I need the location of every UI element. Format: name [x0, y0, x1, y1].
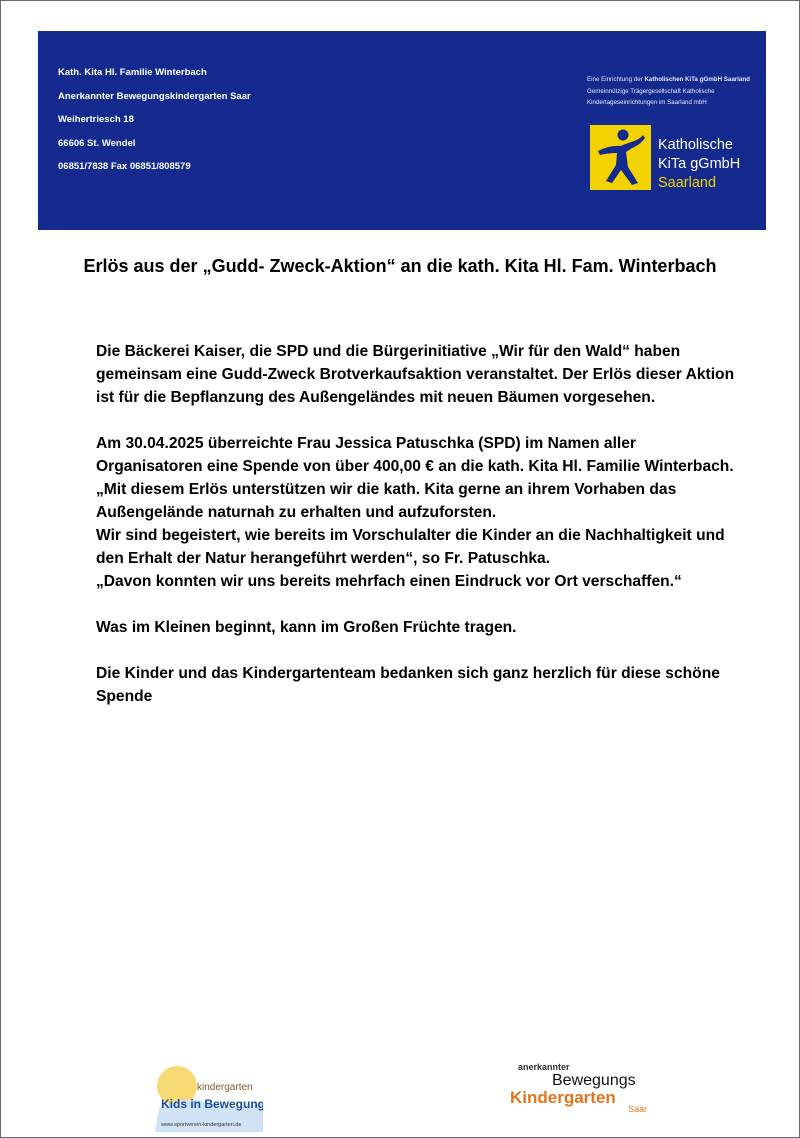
left-logo-line-2: Kids in Bewegung — [161, 1097, 263, 1111]
bewegungskindergarten-logo — [510, 1062, 660, 1112]
paragraph-intro: Die Bäckerei Kaiser, die SPD und die Bürgerinitiative „Wir für den Wald“ haben gemeinsam eine Gudd-Zweck Brotverkaufsaktion veranstaltet. Der Erlös dieser Aktion ist für die Bepflanzung des Außengeländes mit neuen Bäumen vorgesehen. — [96, 343, 735, 406]
brand-line-2: KiTa gGmbH — [658, 156, 741, 172]
org-line-2: Gemeinnützige Trägergesellschaft Katholische — [587, 87, 715, 95]
brand-line-3: Saarland — [658, 175, 717, 191]
brand-line-1: Katholische — [658, 137, 733, 153]
organization-info — [587, 74, 750, 109]
kids-in-bewegung-logo — [155, 1058, 263, 1132]
paragraph-donation: Am 30.04.2025 überreichte Frau Jessica Patuschka (SPD) im Namen aller Organisatoren eine Spende von über 400,00 € an die kath. Kita Hl. Familie Winterbach. „Mit diesem Erlös unterstützen wir die kath. Kita gerne an ihrem Vorhaben das Außengelände naturnah zu erhalten und aufzuforsten. Wir sind begeistert, wie bereits im Vorschulalter die Kinder an die Nachhaltigkeit und den Erhalt der Natur herangeführt werden“, so Fr. Patuschka. „Davon konnten wir uns bereits mehrfach einen Eindruck vor Ort verschaffen.“ — [96, 435, 734, 590]
dancing-figure-logo-icon — [590, 125, 651, 190]
right-logo-small: anerkannter — [518, 1062, 570, 1072]
address-line-name: Kath. Kita Hl. Familie Winterbach — [58, 67, 207, 78]
article-body — [96, 340, 736, 708]
right-logo-line-3: Saar — [628, 1104, 648, 1114]
address-block — [58, 67, 251, 185]
brand-name — [658, 136, 740, 193]
address-line-city: 66606 St. Wendel — [58, 137, 136, 149]
address-line-street: Weihertriesch 18 — [58, 114, 134, 125]
article-title: Erlös aus der „Gudd- Zweck-Aktion“ an die kath. Kita Hl. Fam. Winterbach — [83, 256, 717, 276]
left-logo-url: www.sportverein-kindergarten.de — [161, 1122, 242, 1128]
org-line-3: Kindertageseinrichtungen im Saarland mbH — [587, 99, 707, 106]
address-line-subtitle: Anerkannter Bewegungskindergarten Saar — [58, 90, 251, 102]
right-logo-line-1: Bewegungs — [552, 1072, 636, 1089]
paragraph-motto: Was im Kleinen beginnt, kann im Großen Früchte tragen. — [96, 619, 517, 636]
address-line-phone: 06851/7838 Fax 06851/808579 — [58, 161, 191, 172]
org-line-1-prefix: Eine Einrichtung der — [587, 76, 645, 83]
org-line-1 — [587, 74, 750, 86]
org-line-1-bold: Katholischen KiTa gGmbH Saarland — [644, 76, 750, 83]
left-logo-line-1: kindergarten — [197, 1082, 253, 1093]
right-logo-line-2: Kindergarten — [510, 1088, 616, 1107]
letterhead-banner — [38, 31, 766, 230]
paragraph-thanks: Die Kinder und das Kindergartenteam bedanken sich ganz herzlich für diese schöne Spende — [96, 665, 720, 705]
